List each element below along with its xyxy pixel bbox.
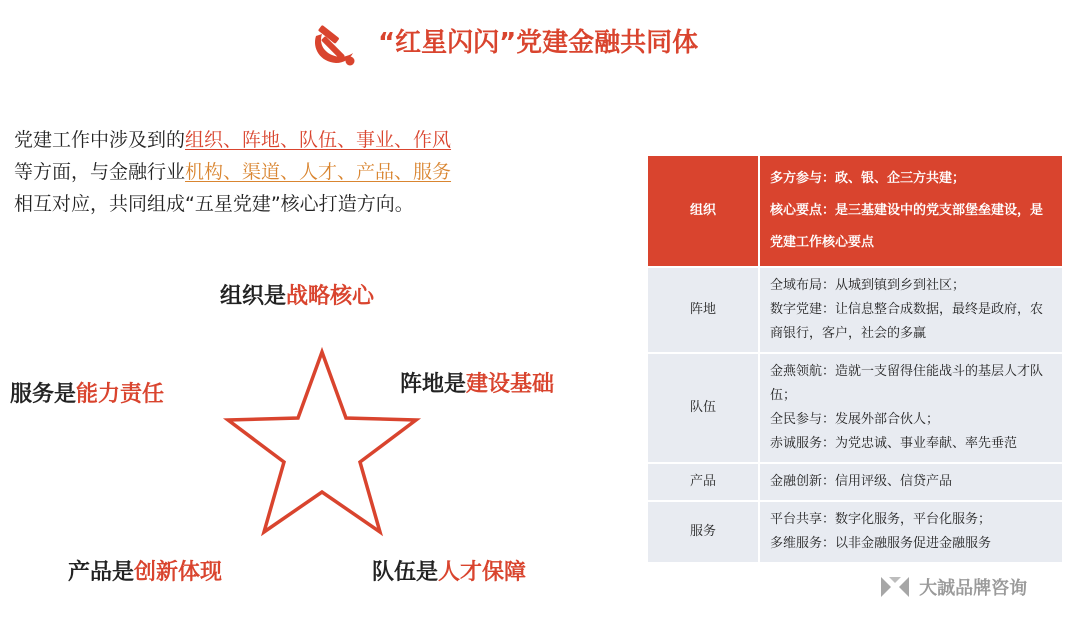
intro-line-2 bbox=[14, 156, 614, 188]
row-line: 多方参与：政、银、企三方共建； bbox=[770, 171, 966, 186]
dacheng-logo-icon bbox=[880, 575, 910, 599]
header bbox=[0, 14, 1080, 74]
intro-text: 等方面，与金融行业 bbox=[14, 161, 186, 183]
row-line: 金燕领航：造就一支留得住能战斗的基层人才队伍； bbox=[770, 364, 1044, 403]
row-description bbox=[759, 156, 1062, 267]
table-row bbox=[648, 501, 1062, 563]
row-description bbox=[759, 267, 1062, 353]
row-category: 产品 bbox=[648, 463, 759, 501]
row-category: 服务 bbox=[648, 501, 759, 563]
star-label-product bbox=[68, 558, 222, 588]
row-line: 金融创新：信用评级、信贷产品 bbox=[770, 474, 953, 489]
label-prefix: 服务是 bbox=[10, 382, 77, 407]
row-line: 全域布局：从城到镇到乡到社区； bbox=[770, 278, 966, 293]
row-category: 队伍 bbox=[648, 353, 759, 463]
label-emphasis: 能力责任 bbox=[76, 382, 165, 407]
intro-line-1 bbox=[14, 124, 614, 156]
table-row bbox=[648, 156, 1062, 267]
star-label-base bbox=[400, 370, 554, 400]
intro-text: 党建工作中涉及到的 bbox=[14, 129, 186, 151]
star-label-service bbox=[10, 380, 164, 410]
table-row bbox=[648, 267, 1062, 353]
intro-highlight-finance: 机构、渠道、人才、产品、服务 bbox=[185, 161, 452, 183]
label-emphasis: 建设基础 bbox=[466, 372, 555, 397]
label-emphasis: 人才保障 bbox=[438, 560, 527, 585]
intro-highlight-party: 组织、阵地、队伍、事业、作风 bbox=[185, 129, 452, 151]
row-description bbox=[759, 353, 1062, 463]
row-line: 平台共享：数字化服务，平台化服务； bbox=[770, 512, 992, 527]
intro-line-3 bbox=[14, 188, 614, 220]
star-label-team bbox=[372, 558, 526, 588]
watermark bbox=[880, 574, 1027, 600]
star-label-org bbox=[220, 282, 374, 312]
row-description bbox=[759, 501, 1062, 563]
label-prefix: 产品是 bbox=[68, 560, 135, 585]
label-emphasis: 创新体现 bbox=[134, 560, 223, 585]
row-category: 阵地 bbox=[648, 267, 759, 353]
intro-text: 相互对应，共同组成“五星党建”核心打造方向。 bbox=[14, 193, 414, 215]
label-emphasis: 战略核心 bbox=[286, 284, 375, 309]
label-prefix: 组织是 bbox=[220, 284, 287, 309]
row-category: 组织 bbox=[648, 156, 759, 267]
label-prefix: 阵地是 bbox=[400, 372, 467, 397]
five-star-table bbox=[648, 156, 1062, 564]
row-line: 核心要点：是三基建设中的党支部堡垒建设，是党建工作核心要点 bbox=[770, 203, 1044, 250]
label-prefix: 队伍是 bbox=[372, 560, 439, 585]
row-line: 数字党建：让信息整合成数据，最终是政府，农商银行，客户，社会的多赢 bbox=[770, 302, 1044, 341]
row-description bbox=[759, 463, 1062, 501]
row-line: 全民参与：发展外部合伙人； bbox=[770, 412, 940, 427]
page-title: “红星闪闪”党建金融共同体 bbox=[378, 28, 699, 58]
table-row bbox=[648, 353, 1062, 463]
intro-paragraph bbox=[14, 124, 614, 220]
table-row bbox=[648, 463, 1062, 501]
star-outline-icon bbox=[222, 344, 422, 540]
hammer-sickle-icon bbox=[306, 18, 358, 70]
row-line: 多维服务：以非金融服务促进金融服务 bbox=[770, 536, 992, 551]
watermark-text: 大誠品牌咨询 bbox=[919, 578, 1028, 599]
row-line: 赤诚服务：为党忠诚、事业奉献、率先垂范 bbox=[770, 436, 1018, 451]
